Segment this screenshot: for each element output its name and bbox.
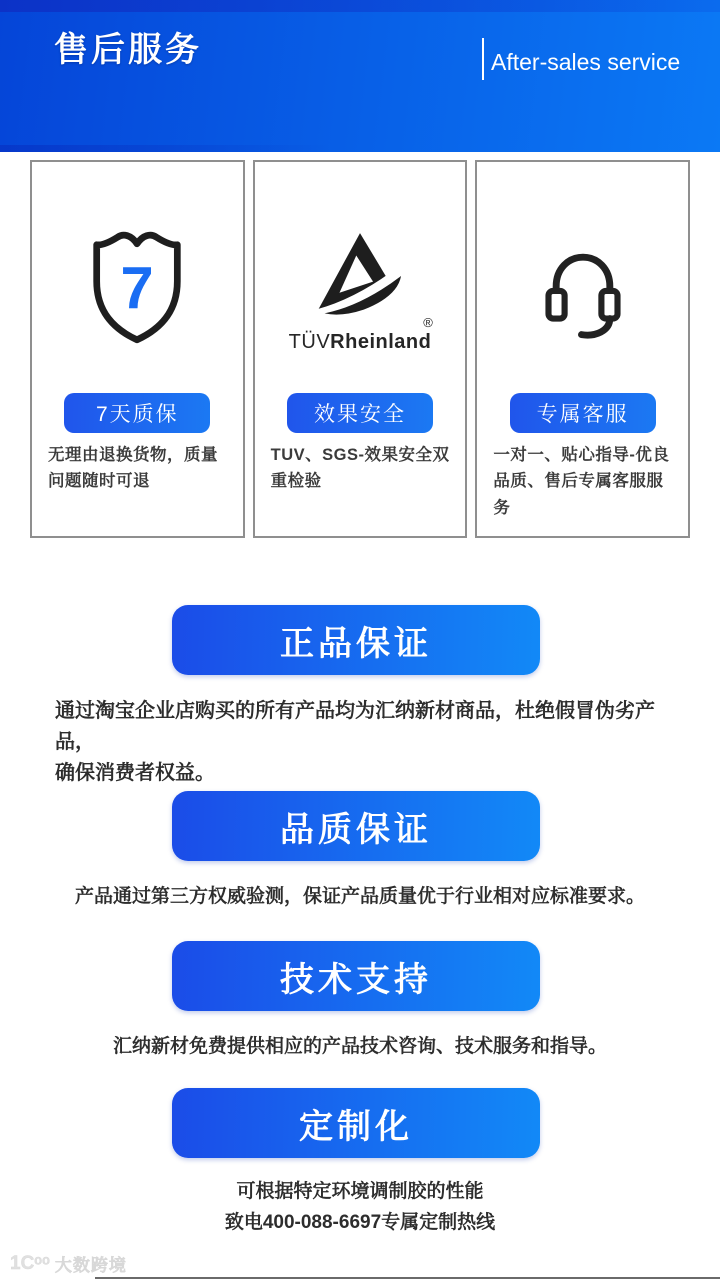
watermark-logo-icon: 1Cᵒᵒ	[10, 1252, 50, 1274]
watermark-text: 大数跨境	[54, 1256, 127, 1275]
tech-support-button[interactable]: 技术支持	[172, 941, 540, 1011]
header-subtitle-group	[482, 38, 680, 80]
header-subtitle: After-sales service	[491, 48, 681, 75]
effect-safety-button[interactable]: 效果安全	[287, 393, 433, 433]
support-card-description: 一对一、贴心指导-优良品质、售后专属客服服务	[493, 446, 670, 517]
shield-7-icon	[89, 226, 185, 353]
service-cards	[30, 160, 690, 538]
quality-guarantee-button[interactable]: 品质保证	[172, 791, 540, 861]
customization-description: 可根据特定环境调制胶的性能 致电400-088-6697专属定制热线	[224, 1181, 496, 1234]
bottom-divider-line	[95, 1277, 720, 1279]
authentic-guarantee-description: 通过淘宝企业店购买的所有产品均为汇纳新材商品，杜绝假冒伪劣产品， 确保消费者权益。	[55, 700, 655, 784]
registered-mark: ®	[423, 315, 434, 330]
header-divider	[482, 38, 484, 80]
tech-support-description: 汇纳新材免费提供相应的产品技术咨询、技术服务和指导。	[112, 1036, 607, 1057]
dedicated-support-button[interactable]: 专属客服	[510, 393, 656, 433]
tuv-logo-text: TÜVRheinland ®	[288, 315, 434, 353]
quality-guarantee-description: 产品通过第三方权威验测，保证产品质量优于行业相对应标准要求。	[74, 886, 645, 907]
warranty-7day-button[interactable]: 7天质保	[64, 393, 210, 433]
service-card-safety	[253, 160, 468, 538]
authentic-guarantee-button[interactable]: 正品保证	[172, 605, 540, 675]
watermark	[10, 1251, 127, 1276]
page-title: 售后服务	[54, 31, 202, 69]
tuv-rheinland-logo	[304, 228, 416, 329]
customization-button[interactable]: 定制化	[172, 1088, 540, 1158]
safety-card-description: TUV、SGS-效果安全双重检验	[270, 446, 450, 491]
svg-text:7: 7	[120, 254, 154, 322]
warranty-card-description: 无理由退换货物，质量问题随时可退	[48, 446, 218, 491]
service-card-support	[475, 160, 690, 538]
service-card-warranty	[30, 160, 245, 538]
headset-icon	[537, 244, 629, 349]
header-banner	[0, 0, 720, 152]
